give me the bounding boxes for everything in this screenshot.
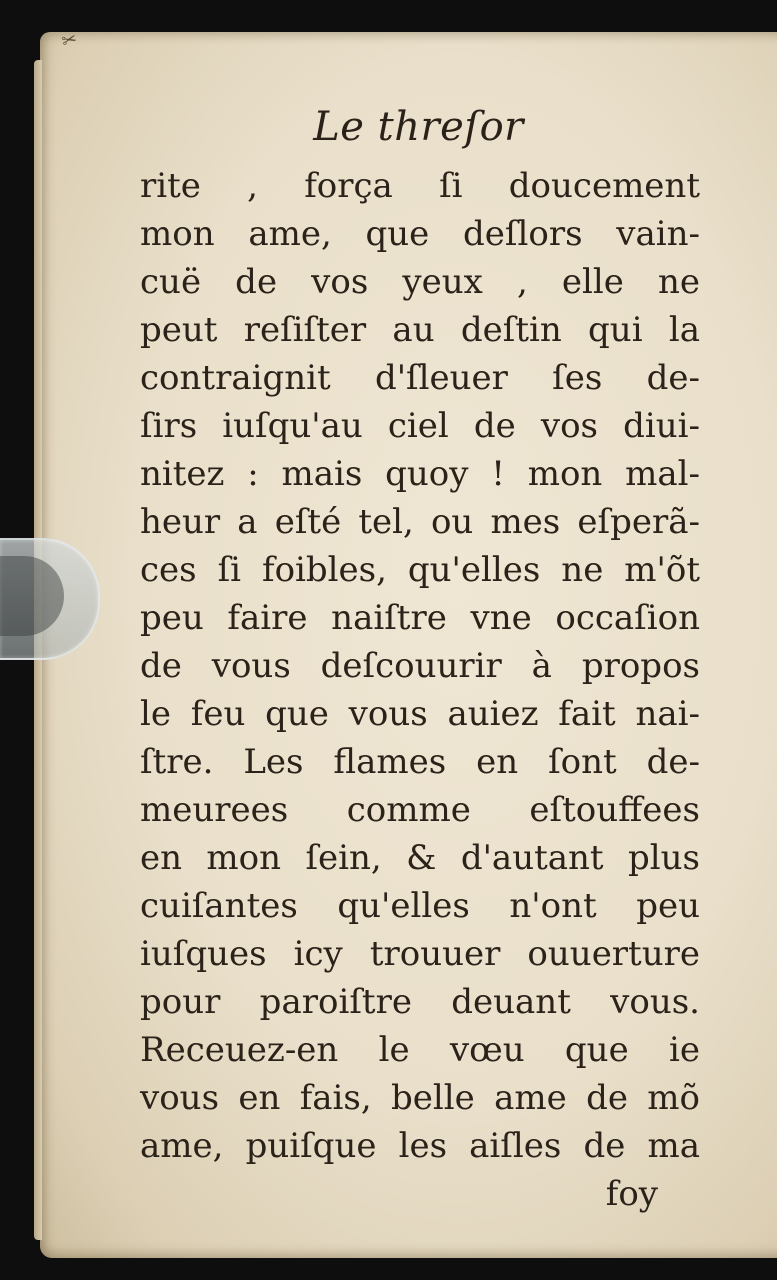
catchword: foy bbox=[605, 1174, 658, 1214]
text-line: ſirs iuſqu'au ciel de vos diui- bbox=[140, 406, 700, 446]
text-line: ſtre. Les flames en ſont de- bbox=[140, 742, 700, 782]
text-line: le feu que vous auiez fait nai- bbox=[140, 694, 700, 734]
body-text bbox=[140, 162, 700, 1218]
text-line: vous en fais, belle ame de mõ bbox=[140, 1078, 700, 1118]
text-line: mon ame, que deſlors vain- bbox=[140, 214, 700, 254]
text-line: peu faire naiſtre vne occaſion bbox=[140, 598, 700, 638]
text-line: de vous deſcouurir à propos bbox=[140, 646, 700, 686]
text-line: peut reſiſter au deſtin qui la bbox=[140, 310, 700, 350]
text-line: ame, puiſque les aiſles de ma bbox=[140, 1126, 700, 1166]
text-line: meurees comme eſtouffees bbox=[140, 790, 700, 830]
text-line: cuë de vos yeux , elle ne bbox=[140, 262, 700, 302]
text-line: contraignit d'ſleuer ſes de- bbox=[140, 358, 700, 398]
text-line: heur a eſté tel, ou mes eſperã- bbox=[140, 502, 700, 542]
text-line: Receuez-en le vœu que ie bbox=[140, 1030, 700, 1070]
text-line: rite , força ſi doucement bbox=[140, 166, 700, 206]
text-line: ces ſi foibles, qu'elles ne m'õt bbox=[140, 550, 700, 590]
text-line: en mon ſein, & d'autant plus bbox=[140, 838, 700, 878]
corner-mark: ✂ bbox=[59, 28, 80, 53]
text-line: iuſques icy trouuer ouuerture bbox=[140, 934, 700, 974]
text-line: cuiſantes qu'elles n'ont peu bbox=[140, 886, 700, 926]
running-head-title: Le threſor bbox=[313, 104, 524, 150]
text-line: nitez : mais quoy ! mon mal- bbox=[140, 454, 700, 494]
text-line: pour paroiſtre deuant vous. bbox=[140, 982, 700, 1022]
